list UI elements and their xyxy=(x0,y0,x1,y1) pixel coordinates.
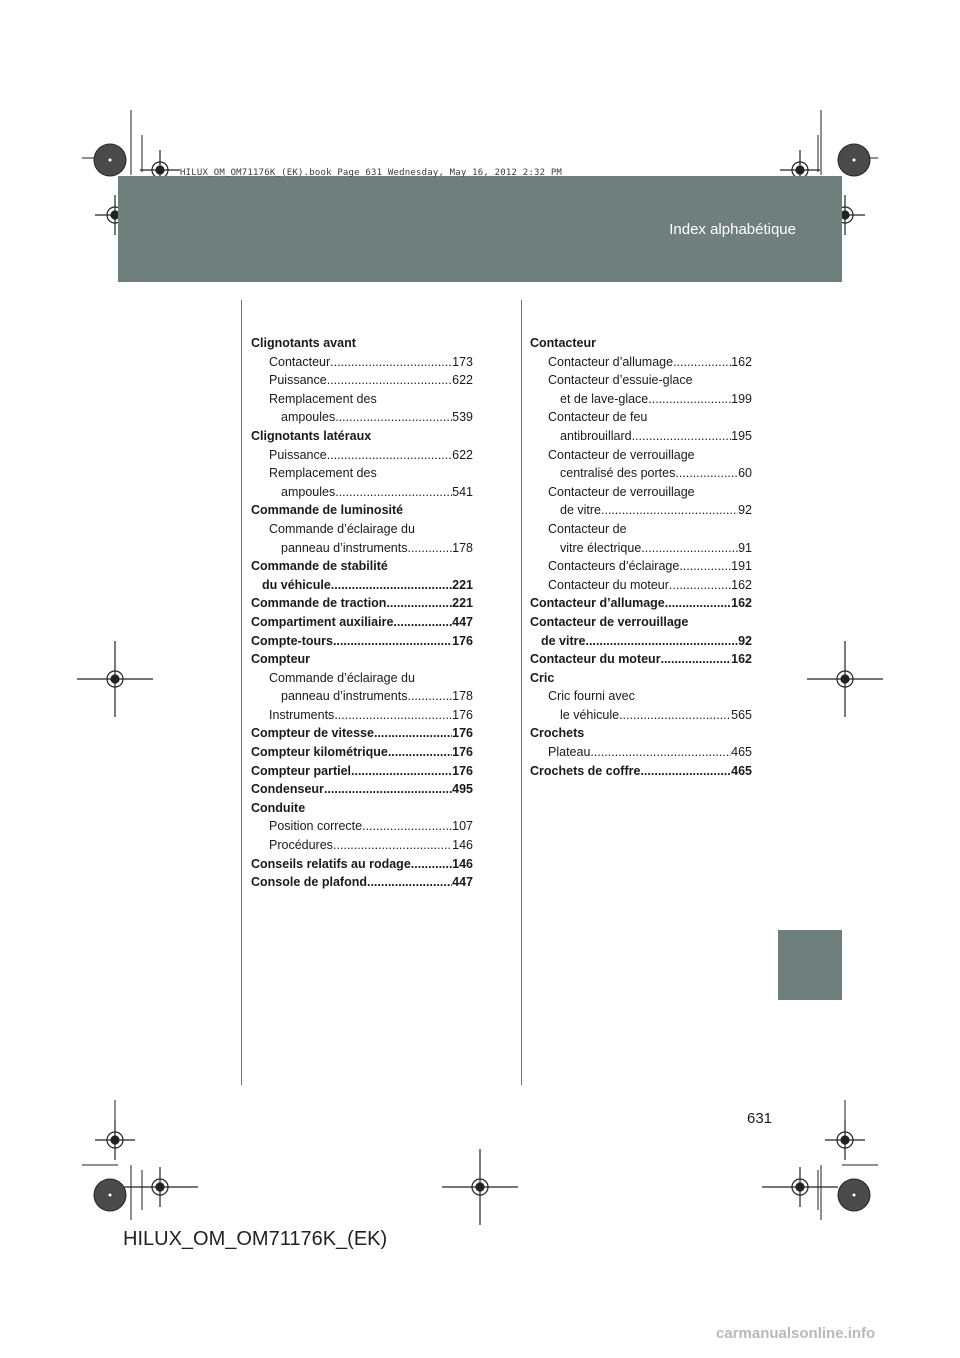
index-column-right xyxy=(530,334,752,780)
column-divider-right xyxy=(521,300,522,1085)
index-entry-label: de vitre xyxy=(541,633,586,648)
dot-leader xyxy=(411,855,452,874)
index-entry-label: Conduite xyxy=(251,800,306,815)
index-entry-label: Puissance xyxy=(269,373,327,388)
index-entry xyxy=(251,799,473,818)
index-entry xyxy=(530,613,752,632)
index-entry xyxy=(251,483,473,502)
index-entry xyxy=(251,724,473,743)
dot-leader xyxy=(679,557,731,576)
index-entry-page: 92 xyxy=(738,503,752,518)
index-entry-label: Contacteur xyxy=(530,336,596,350)
page-number: 631 xyxy=(747,1110,773,1127)
index-entry xyxy=(530,501,752,520)
dot-leader xyxy=(388,743,452,762)
index-entry-label: Compteur xyxy=(251,652,311,667)
index-entry-page: 447 xyxy=(452,875,473,890)
index-entry-label: Contacteur de feu xyxy=(548,410,648,425)
dot-leader xyxy=(407,687,452,706)
index-entry xyxy=(530,576,752,595)
index-entry-page: 539 xyxy=(452,410,473,425)
index-entry-page: 176 xyxy=(452,763,473,778)
index-entry-page: 191 xyxy=(731,559,752,574)
index-entry xyxy=(251,836,473,855)
index-entry xyxy=(251,855,473,874)
index-entry-label: Contacteur d’allumage xyxy=(548,354,674,369)
index-entry xyxy=(251,762,473,781)
index-entry xyxy=(530,427,752,446)
dot-leader xyxy=(648,390,731,409)
index-entry-label: panneau d’instruments xyxy=(281,540,408,555)
index-entry-page: 107 xyxy=(452,819,473,834)
index-entry xyxy=(251,557,473,576)
index-entry xyxy=(530,724,752,743)
index-entry-label: Procédures xyxy=(269,838,333,853)
index-entry-page: 178 xyxy=(452,689,473,704)
watermark: carmanualsonline.info xyxy=(716,1325,876,1342)
index-entry-label: Contacteur de verrouillage xyxy=(548,447,695,462)
dot-leader xyxy=(673,353,731,372)
index-entry-label: Compteur partiel xyxy=(251,763,352,778)
index-entry-label: vitre électrique xyxy=(560,540,642,555)
index-entry-label: centralisé des portes xyxy=(560,466,676,481)
index-entry-label: et de lave-glace xyxy=(560,391,649,406)
dot-leader xyxy=(351,762,452,781)
index-entry-label: Commande d’éclairage du xyxy=(269,670,415,685)
index-entry-label: Contacteur du moteur xyxy=(530,652,661,667)
index-entry xyxy=(251,371,473,390)
index-entry xyxy=(251,408,473,427)
dot-leader xyxy=(334,706,452,725)
index-entry-page: 199 xyxy=(731,391,752,406)
index-entry-label: Commande de traction xyxy=(251,596,387,611)
dot-leader xyxy=(640,762,731,781)
index-entry xyxy=(251,501,473,520)
index-entry-page: 195 xyxy=(731,428,752,443)
index-entry-label: Remplacement des xyxy=(269,466,377,481)
index-entry xyxy=(530,669,752,688)
index-entry-label: Contacteur du moteur xyxy=(548,577,669,592)
index-entry-label: Commande de stabilité xyxy=(251,559,388,574)
dot-leader xyxy=(330,353,452,372)
dot-leader xyxy=(601,501,738,520)
dot-leader xyxy=(585,632,738,651)
dot-leader xyxy=(386,594,452,613)
index-entry-page: 146 xyxy=(452,838,473,853)
index-entry xyxy=(530,408,752,427)
index-entry-page: 447 xyxy=(452,614,473,629)
index-entry-label: Commande de luminosité xyxy=(251,503,404,518)
index-entry xyxy=(251,594,473,613)
index-entry-page: 465 xyxy=(731,745,752,760)
index-entry-label: Puissance xyxy=(269,447,327,462)
index-entry-page: 176 xyxy=(452,633,473,648)
dot-leader xyxy=(324,780,452,799)
index-entry xyxy=(530,650,752,669)
index-entry-page: 495 xyxy=(452,782,473,797)
index-entry-page: 176 xyxy=(452,745,473,760)
index-entry-label: Compte-tours xyxy=(251,633,333,648)
index-entry-page: 565 xyxy=(731,707,752,722)
index-entry xyxy=(530,520,752,539)
index-entry-page: 622 xyxy=(452,447,473,462)
dot-leader xyxy=(362,817,452,836)
index-entry-label: Commande d’éclairage du xyxy=(269,521,415,536)
index-entry-label: le véhicule xyxy=(560,707,620,722)
index-entry-page: 162 xyxy=(731,577,752,592)
index-entry xyxy=(530,706,752,725)
index-entry xyxy=(251,576,473,595)
index-entry xyxy=(251,520,473,539)
index-entry-label: Contacteur de verrouillage xyxy=(530,614,689,629)
index-entry xyxy=(530,390,752,409)
dot-leader xyxy=(669,576,731,595)
index-entry-page: 173 xyxy=(452,354,473,369)
index-entry xyxy=(251,743,473,762)
index-entry-label: Contacteurs d’éclairage xyxy=(548,559,680,574)
dot-leader xyxy=(407,539,452,558)
index-entry xyxy=(251,390,473,409)
index-entry-page: 162 xyxy=(731,596,752,611)
index-entry-label: de vitre xyxy=(560,503,601,518)
index-entry xyxy=(530,334,752,353)
index-entry-page: 60 xyxy=(738,466,752,481)
dot-leader xyxy=(367,873,452,892)
index-entry-page: 91 xyxy=(738,540,752,555)
index-entry-page: 178 xyxy=(452,540,473,555)
index-entry xyxy=(530,762,752,781)
dot-leader xyxy=(335,483,452,502)
index-entry xyxy=(530,464,752,483)
index-column-left xyxy=(251,334,473,892)
index-entry xyxy=(530,539,752,558)
index-entry-label: Condenseur xyxy=(251,782,324,797)
index-entry xyxy=(251,539,473,558)
dot-leader xyxy=(335,408,452,427)
index-entry-page: 622 xyxy=(452,373,473,388)
index-entry xyxy=(251,446,473,465)
dot-leader xyxy=(619,706,731,725)
index-entry-label: Instruments xyxy=(269,707,335,722)
index-entry-label: Contacteur d’essuie-glace xyxy=(548,373,693,388)
dot-leader xyxy=(661,650,732,669)
index-entry-label: ampoules xyxy=(281,484,336,499)
index-entry-page: 146 xyxy=(452,856,473,871)
index-entry-label: Clignotants avant xyxy=(251,336,356,350)
index-entry xyxy=(251,632,473,651)
index-entry-label: Contacteur d’allumage xyxy=(530,596,665,611)
dot-leader xyxy=(665,594,731,613)
index-entry xyxy=(530,353,752,372)
index-entry-label: Contacteur xyxy=(269,354,331,369)
index-entry-label: panneau d’instruments xyxy=(281,689,408,704)
index-entry xyxy=(251,669,473,688)
print-slug: HILUX_OM_OM71176K_(EK).book Page 631 Wednesday, May 16, 2012 2:32 PM xyxy=(180,168,563,178)
index-entry xyxy=(251,427,473,446)
index-entry xyxy=(251,464,473,483)
index-entry xyxy=(251,817,473,836)
index-entry-page: 221 xyxy=(452,577,473,592)
index-entry-page: 221 xyxy=(452,596,473,611)
index-entry-page: 162 xyxy=(731,652,752,667)
index-entry-page: 176 xyxy=(452,726,473,741)
index-entry-label: Cric xyxy=(530,670,555,685)
dot-leader xyxy=(641,539,738,558)
dot-leader xyxy=(594,743,731,762)
column-divider-left xyxy=(241,300,242,1085)
section-title: Index alphabétique xyxy=(669,221,796,238)
header-band xyxy=(118,176,842,282)
dot-leader xyxy=(393,613,452,632)
index-entry-label: ampoules xyxy=(281,410,336,425)
document-code: HILUX_OM_OM71176K_(EK) xyxy=(123,1228,388,1250)
index-entry-page: 465 xyxy=(731,763,752,778)
index-entry-label: du véhicule xyxy=(262,577,331,592)
index-entry xyxy=(251,613,473,632)
dot-leader xyxy=(675,464,738,483)
index-entry-page: 176 xyxy=(452,707,473,722)
index-entry-label: Contacteur de xyxy=(548,521,627,536)
index-entry xyxy=(530,687,752,706)
index-entry xyxy=(530,446,752,465)
index-entry xyxy=(251,353,473,372)
index-entry-label: Conseils relatifs au rodage xyxy=(251,856,411,871)
index-entry-label: Compteur de vitesse xyxy=(251,726,374,741)
index-entry-label: Compartiment auxiliaire xyxy=(251,614,394,629)
dot-leader xyxy=(333,632,452,651)
index-entry xyxy=(530,371,752,390)
index-entry-label: Position correcte xyxy=(269,819,363,834)
index-entry-label: Console de plafond xyxy=(251,875,367,890)
dot-leader xyxy=(331,576,452,595)
index-entry-label: Plateau. xyxy=(548,745,594,760)
index-entry xyxy=(530,483,752,502)
dot-leader xyxy=(327,446,452,465)
index-entry-label: Crochets xyxy=(530,726,585,741)
index-entry-page: 541 xyxy=(452,484,473,499)
index-entry-label: Clignotants latéraux xyxy=(251,428,372,443)
index-entry xyxy=(530,594,752,613)
dot-leader xyxy=(333,836,452,855)
section-tab xyxy=(778,930,842,1000)
index-entry xyxy=(251,334,473,353)
index-entry xyxy=(251,650,473,669)
index-entry xyxy=(251,780,473,799)
index-entry-label: antibrouillard xyxy=(560,428,632,443)
index-entry-label: Remplacement des xyxy=(269,391,377,406)
index-entry-page: 162 xyxy=(731,354,752,369)
index-entry-page: 92 xyxy=(738,633,752,648)
index-entry xyxy=(251,706,473,725)
index-entry-label: Crochets de coffre xyxy=(530,763,641,778)
index-entry xyxy=(530,557,752,576)
index-entry-label: Cric fourni avec xyxy=(548,689,635,704)
dot-leader xyxy=(632,427,732,446)
index-entry xyxy=(251,687,473,706)
index-entry xyxy=(530,743,752,762)
index-entry xyxy=(530,632,752,651)
dot-leader xyxy=(374,724,452,743)
index-entry-label: Compteur kilométrique xyxy=(251,745,388,760)
index-entry-label: Contacteur de verrouillage xyxy=(548,484,695,499)
index-entry xyxy=(251,873,473,892)
dot-leader xyxy=(327,371,452,390)
